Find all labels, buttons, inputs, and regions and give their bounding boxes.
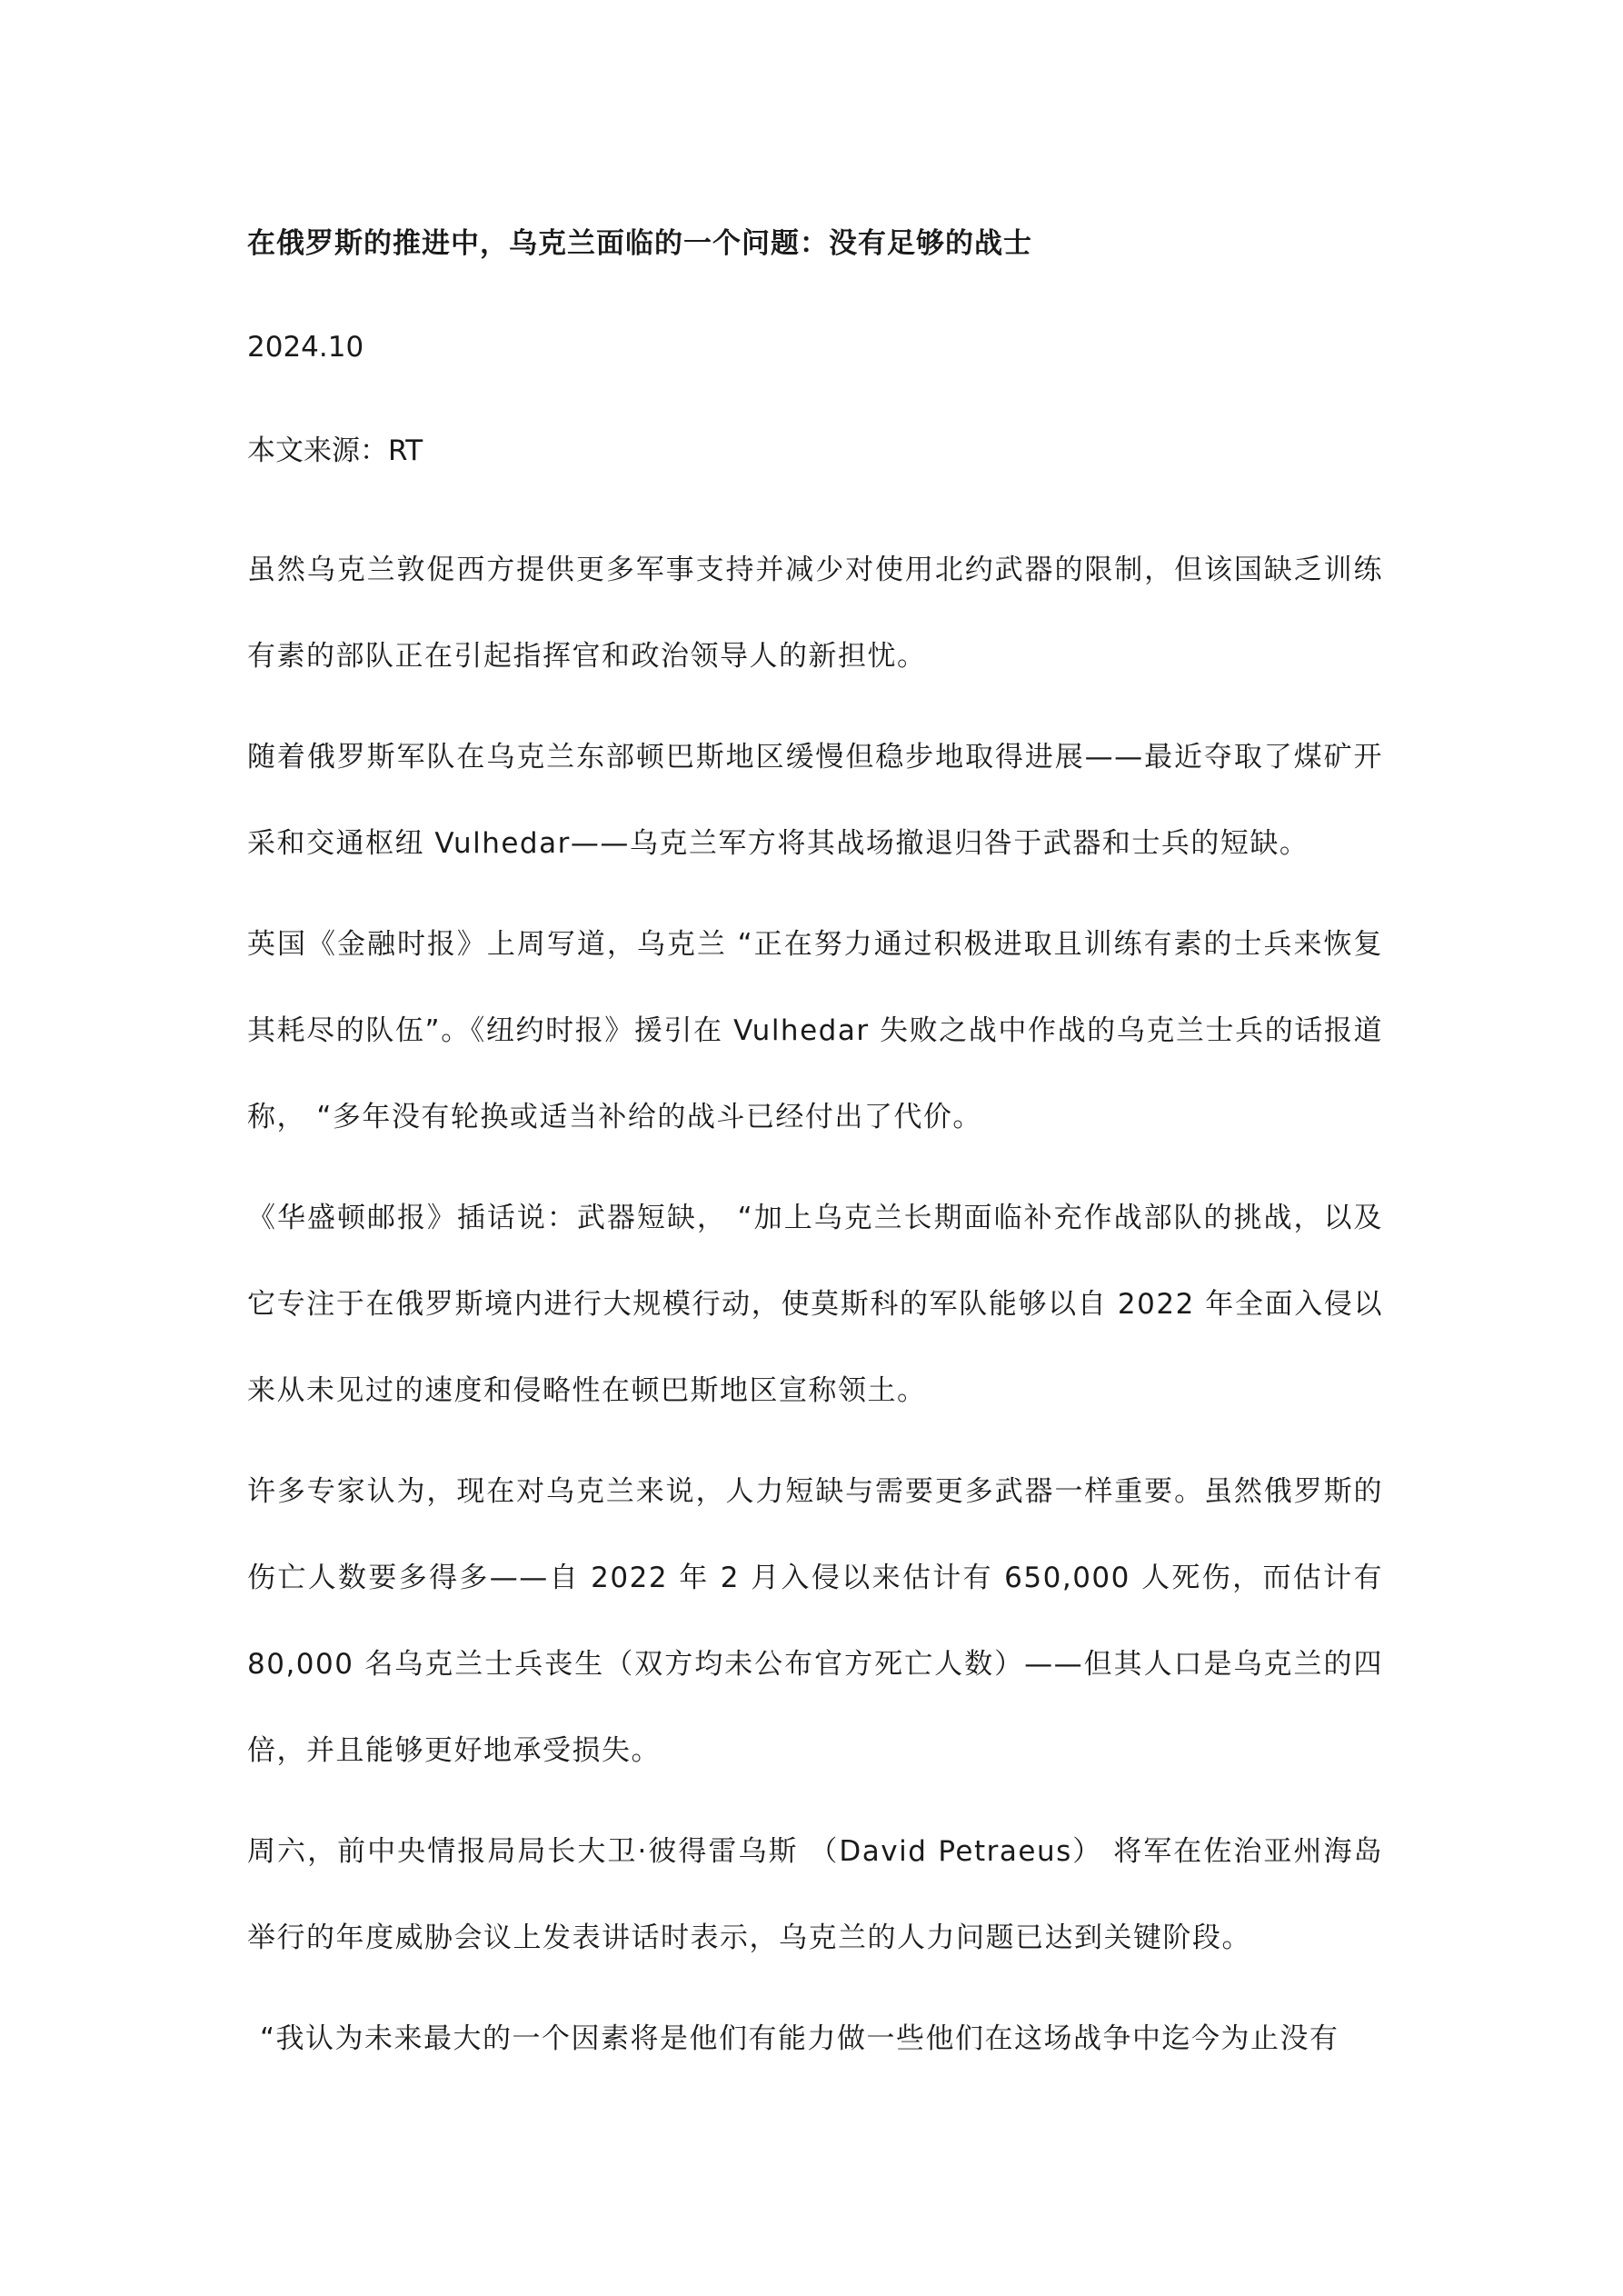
paragraph-7: “我认为未来最大的一个因素将是他们有能力做一些他们在这场战争中迄今为止没有 [260,2022,1339,2055]
paragraph-2: 随着俄罗斯军队在乌克兰东部顿巴斯地区缓慢但稳步地取得进展——最近夺取了煤矿开采和交通枢纽 Vulhedar——乌克兰军方将其战场撤退归咎于武器和士兵的短缺。 [247,741,1383,860]
paragraph-3: 英国《金融时报》上周写道，乌克兰 “正在努力通过积极进取且训练有素的士兵来恢复其耗尽的队伍”。《纽约时报》援引在 Vulhedar 失败之战中作战的乌克兰士兵的话报道称， “多年没有轮换或适当补给的战斗已经付出了代价。 [247,928,1383,1133]
article-source: 本文来源：RT [247,434,423,467]
paragraph-6: 周六，前中央情报局局长大卫·彼得雷乌斯 （David Petraeus） 将军在佐治亚州海岛举行的年度威胁会议上发表讲话时表示，乌克兰的人力问题已达到关键阶段。 [247,1835,1383,1954]
article-body [247,216,1383,2097]
paragraph-4: 《华盛顿邮报》插话说：武器短缺， “加上乌克兰长期面临补充作战部队的挑战，以及它专注于在俄罗斯境内进行大规模行动，使莫斯科的军队能够以自 2022 年全面入侵以来从未见过的速度和侵略性在顿巴斯地区宣称领土。 [247,1202,1383,1407]
paragraph-1: 虽然乌克兰敦促西方提供更多军事支持并减少对使用北约武器的限制，但该国缺乏训练有素的部队正在引起指挥官和政治领导人的新担忧。 [247,554,1383,673]
article-date: 2024.10 [247,331,364,364]
paragraph-5: 许多专家认为，现在对乌克兰来说，人力短缺与需要更多武器一样重要。虽然俄罗斯的伤亡人数要多得多——自 2022 年 2 月入侵以来估计有 650,000 人死伤，而估计有 80,000 名乌克兰士兵丧生（双方均未公布官方死亡人数）——但其人口是乌克兰的四倍，并且能够更好地承受损失。 [247,1475,1383,1767]
article-title: 在俄罗斯的推进中，乌克兰面临的一个问题：没有足够的战士 [247,227,1032,260]
